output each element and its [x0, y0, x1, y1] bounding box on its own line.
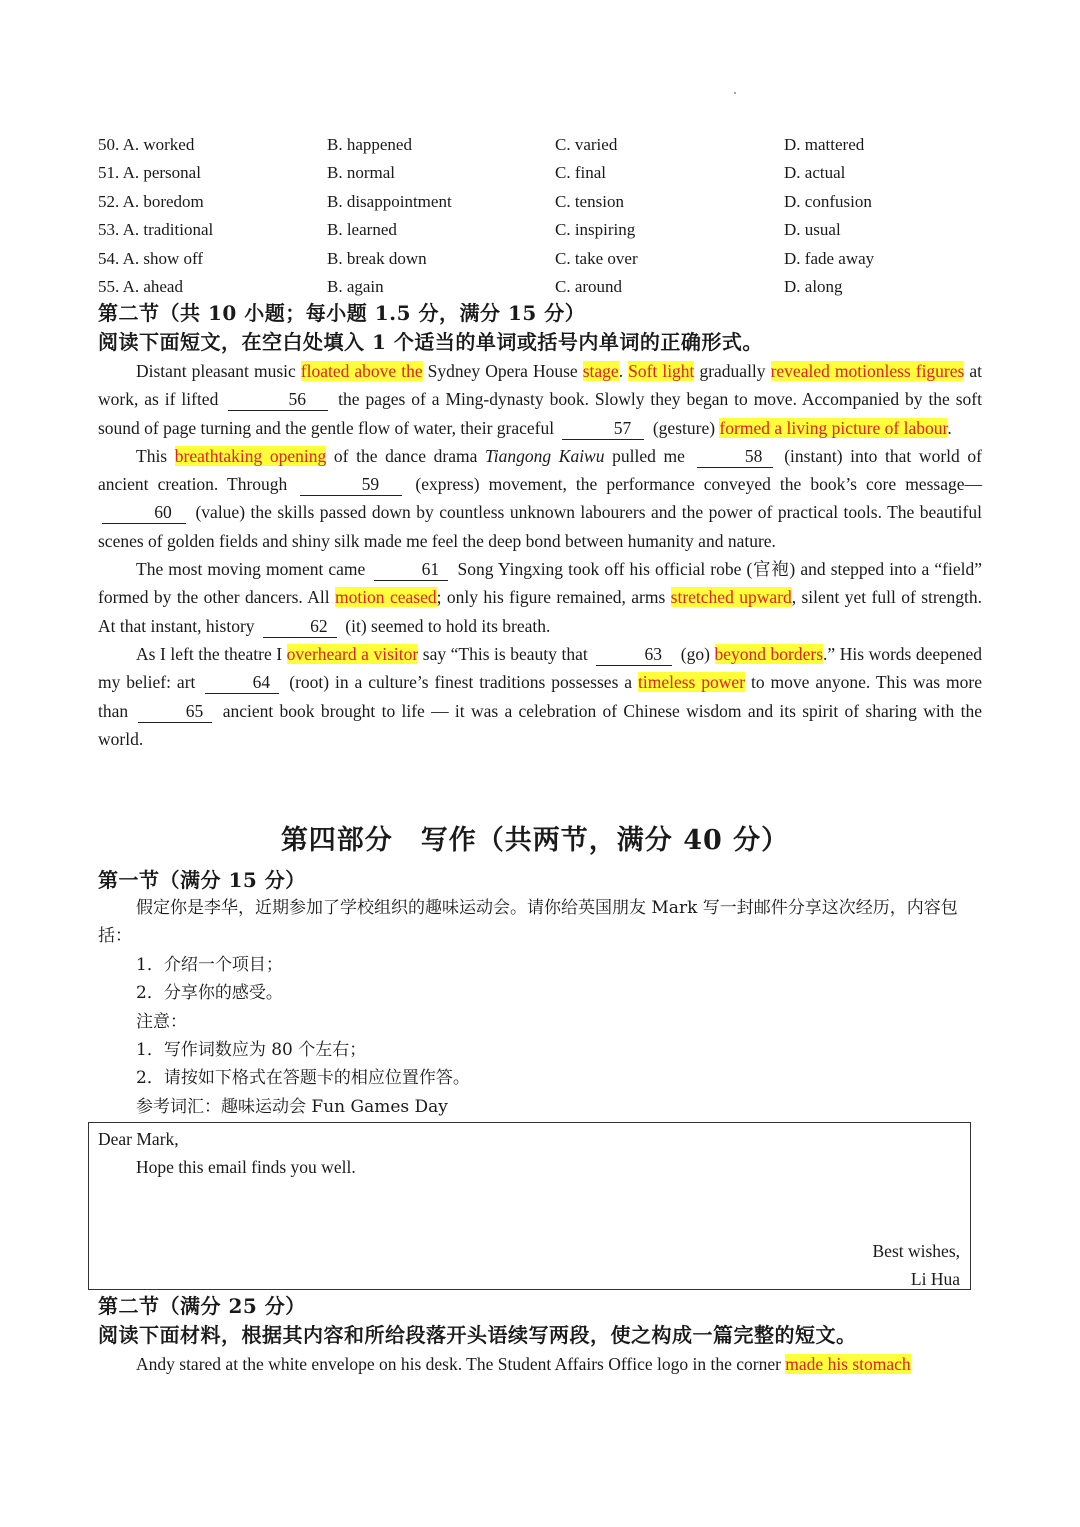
- option-a: 52. A. boredom: [98, 191, 204, 211]
- option-a: 51. A. personal: [98, 163, 201, 183]
- prompt-item-1: 1．介绍一个项目；: [136, 955, 283, 975]
- blank-64[interactable]: 64: [205, 671, 279, 694]
- note-item-1: 1．写作词数应为 80 个左右；: [136, 1040, 367, 1060]
- scan-dot: [734, 92, 736, 94]
- writing-section2-instruction: 阅读下面材料，根据其内容和所给段落开头语续写两段，使之构成一篇完整的短文。: [98, 1323, 857, 1347]
- highlight: beyond borders: [714, 643, 824, 664]
- mcq-row: [98, 131, 998, 159]
- highlight: stage: [582, 361, 619, 381]
- option-c: C. take over: [555, 248, 638, 268]
- note-item-2: 2．请按如下格式在答题卡的相应位置作答。: [136, 1068, 470, 1088]
- highlight: timeless power: [638, 672, 746, 693]
- highlight: overheard a visitor: [286, 643, 419, 664]
- blank-62[interactable]: 62: [263, 615, 337, 638]
- passage-paragraph-4: As I left the theatre I overheard a visitor say “This is beauty that 63 (go) beyond borders.” His words deepened my belief: art 64 (root) in a culture’s finest traditions possesses a timeless power to move anyone. This was more than 65 ancient book brought to life — it was a celebration of Chinese wisdom and its spirit of sharing with the world.: [98, 643, 982, 749]
- option-a: 53. A. traditional: [98, 220, 214, 240]
- option-d: D. actual: [784, 163, 846, 183]
- blank-61[interactable]: 61: [374, 558, 448, 581]
- option-c: C. around: [555, 276, 623, 296]
- writing-section1-heading: 第一节（满分 15 分）: [98, 868, 306, 892]
- passage-paragraph-2: This breathtaking opening of the dance drama Tiangong Kaiwu pulled me 58 (instant) into that world of ancient creation. Through 59 (express) movement, the performance conveyed the book’s core message—60 (value) the skills passed down by countless unknown labourers and the power of practical tools. The beautiful scenes of golden fields and shiny silk made me feel the deep bond between humanity and nature.: [98, 445, 982, 551]
- letter-opening: Hope this email finds you well.: [136, 1157, 356, 1177]
- option-a: 54. A. show off: [98, 248, 203, 268]
- reference-vocab: 参考词汇：趣味运动会 Fun Games Day: [136, 1097, 448, 1117]
- mcq-row: [98, 273, 998, 301]
- option-d: D. fade away: [784, 248, 875, 268]
- option-d: D. usual: [784, 220, 841, 240]
- drama-title: Tiangong Kaiwu: [485, 445, 605, 466]
- prompt-item-2: 2．分享你的感受。: [136, 983, 283, 1003]
- option-d: D. mattered: [784, 135, 865, 154]
- option-d: D. along: [784, 276, 843, 296]
- blank-58[interactable]: 58: [697, 445, 773, 468]
- highlight: stretched upward: [670, 587, 792, 608]
- highlight: made his stomach: [785, 1354, 911, 1374]
- option-c: C. final: [555, 163, 606, 183]
- option-b: B. break down: [327, 248, 427, 268]
- mcq-row: [98, 216, 998, 244]
- blank-57[interactable]: 57: [562, 417, 644, 440]
- cloze-passage: [98, 357, 982, 753]
- option-a: 55. A. ahead: [98, 276, 183, 296]
- option-b: B. disappointment: [327, 191, 452, 211]
- mcq-block: [98, 131, 998, 301]
- note-label: 注意：: [136, 1012, 187, 1032]
- option-b: B. again: [327, 276, 384, 296]
- letter-greeting: Dear Mark,: [98, 1129, 179, 1149]
- highlight: breathtaking opening: [174, 445, 327, 466]
- highlight: revealed motionless figures: [770, 361, 965, 381]
- option-b: B. normal: [327, 163, 395, 183]
- mcq-row: [98, 245, 998, 273]
- blank-63[interactable]: 63: [596, 643, 672, 666]
- letter-signature: Li Hua: [910, 1269, 960, 1289]
- option-b: B. learned: [327, 220, 397, 240]
- blank-60[interactable]: 60: [102, 501, 186, 524]
- option-d: D. confusion: [784, 191, 872, 211]
- section2-heading: 第二节（共 10 小题；每小题 1.5 分，满分 15 分）: [98, 301, 586, 325]
- passage-paragraph-3: The most moving moment came 61 Song Yingxing took off his official robe (官袍) and stepped into a “field” formed by the other dancers. All motion ceased; only his figure remained, arms stretched upward, silent yet full of strength. At that instant, history 62 (it) seemed to hold its breath.: [98, 559, 982, 636]
- highlight: Soft light: [628, 361, 695, 381]
- letter-closing: Best wishes,: [872, 1241, 960, 1261]
- mcq-row: [98, 159, 998, 187]
- passage-paragraph-1: Distant pleasant music floated above the Sydney Opera House stage. Soft light gradually revealed motionless figures at work, as if lifted 56 the pages of a Ming-dynasty book. Slowly they began to move. Accompanied by the soft sound of page turning and the gentle flow of water, their graceful 57 (gesture) formed a living picture of labour.: [98, 361, 983, 438]
- option-a: 50. A. worked: [98, 135, 195, 154]
- option-c: C. varied: [555, 135, 618, 154]
- option-c: C. tension: [555, 191, 624, 211]
- letter-answer-box[interactable]: [88, 1122, 971, 1290]
- part4-title: 第四部分 写作（共两节，满分 40 分）: [280, 825, 790, 856]
- option-c: C. inspiring: [555, 220, 636, 240]
- highlight: motion ceased: [334, 587, 437, 608]
- blank-56[interactable]: 56: [228, 388, 328, 411]
- mcq-row: [98, 188, 998, 216]
- blank-59[interactable]: 59: [300, 473, 402, 496]
- continuation-text: Andy stared at the white envelope on his desk. The Student Affairs Office logo in the corner made his stomach: [136, 1354, 911, 1374]
- section2-instruction: 阅读下面短文，在空白处填入 1 个适当的单词或括号内单词的正确形式。: [98, 330, 763, 354]
- writing-prompt: 假定你是李华，近期参加了学校组织的趣味运动会。请你给英国朋友 Mark 写一封邮件分享这次经历，内容包括：: [98, 898, 958, 947]
- option-b: B. happened: [327, 135, 412, 154]
- blank-65[interactable]: 65: [138, 700, 212, 723]
- highlight: formed a living picture of labour: [719, 417, 948, 438]
- highlight: floated above the: [300, 361, 423, 381]
- writing-section2-heading: 第二节（满分 25 分）: [98, 1294, 306, 1318]
